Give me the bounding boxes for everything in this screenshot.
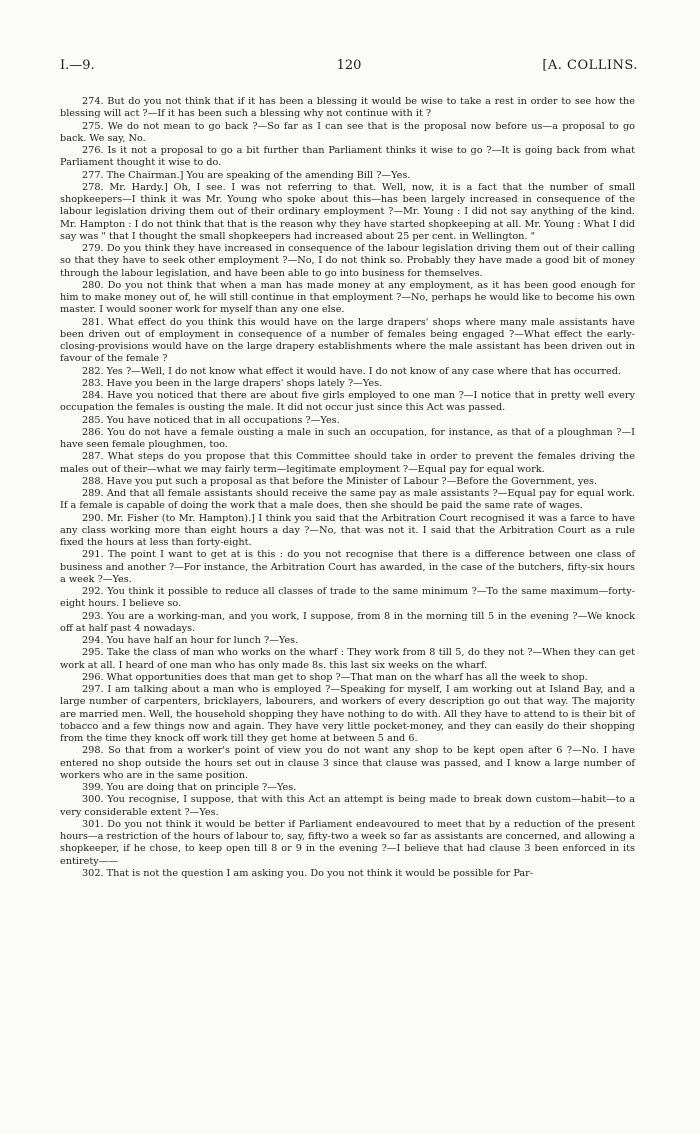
witness-name: [A. COLLINS. [542, 58, 638, 73]
question-301: 301. Do you not think it would be better if Parliament endeavoured to meet that by a reduction of the present hours—a restriction of the hours of labour to, say, fifty-two a week so far as assistants are concerned, and allowing a shopkeeper, if he chose, to keep open till 8 or 9 in the evening ?—I believe that had clause 3 been enforced in its entirety—— [60, 818, 635, 867]
question-399: 399. You are doing that on principle ?—Yes. [82, 782, 297, 793]
page-header [60, 58, 638, 78]
page-number: 120 [336, 58, 362, 73]
question-291: 291. The point I want to get at is this : do you not recognise that there is a difference between one class of business and another ?—For instance, the Arbitration Court has awarded, in the case of the butchers, fifty-six hours a week ?—Yes. [60, 549, 635, 585]
question-288: 288. Have you put such a proposal as that before the Minister of Labour ?—Before the Government, yes. [82, 475, 598, 487]
question-283: 283. Have you been in the large drapers' shops lately ?—Yes. [82, 377, 383, 389]
question-293: 293. You are a working-man, and you work, I suppose, from 8 in the morning till 5 in the evening ?—We knock off at half past 4 nowadays. [60, 610, 635, 634]
question-292: 292. You think it possible to reduce all classes of trade to the same minimum ?—To the same maximum—forty-eight hours. I believe so. [60, 586, 635, 610]
question-302: 302. That is not the question I am asking you. Do you not think it would be possible for Par- [82, 867, 534, 879]
question-284: 284. Have you noticed that there are about five girls employed to one man ?—I notice that in pretty well every occupation the females is ousting the male. It did not occur just since this Act was passed. [60, 390, 635, 414]
question-294: 294. You have half an hour for lunch ?—Yes. [82, 635, 299, 646]
evidence-body [60, 96, 635, 880]
question-274: 274. But do you not think that if it has been a blessing it would be wise to take a rest in order to see how the blessing will act ?—If it has been such a blessing why not continue with it ? [60, 96, 635, 120]
question-278: 278. Mr. Hardy.] Oh, I see. I was not referring to that. Well, now, it is a fact that the number of small shopkeepers—I think it was Mr. Young who spoke about this—has been largely increased in consequence of the labour legislation driving them out of their ordinary employment ?—Mr. Young : I did not say anything of the kind. Mr. Hampton : I do not think that that is the reason why they have started shopkeeping at all. Mr. Young : What I did say was " that I thought the small shopkeepers had increased about 25 per cent. in Wellington. " [60, 181, 635, 242]
question-285: 285. You have noticed that in all occupations ?—Yes. [82, 414, 340, 426]
question-295: 295. Take the class of man who works on the wharf : They work from 8 till 5, do they not ?—When they can get work at all. I heard of one man who has only made 8s. this last six weeks on the wharf. [60, 647, 635, 671]
question-296: 296. What opportunities does that man get to shop ?—That man on the wharf has all the week to shop. [82, 671, 588, 683]
question-280: 280. Do you not think that when a man has made money at any employment, as it has been good enough for him to make money out of, he will still continue in that employment ?—No, perhaps he would like to become his own master. I would sooner work for myself than any one else. [60, 279, 635, 316]
question-277: 277. The Chairman.] You are speaking of the amending Bill ?—Yes. [82, 169, 411, 181]
question-289: 289. And that all female assistants should receive the same pay as male assistants ?—Equal pay for equal work. If a female is capable of doing the work that a male does, then she should be paid the same rate of wages. [60, 488, 635, 512]
question-297: 297. I am talking about a man who is employed ?—Speaking for myself, I am working out at Island Bay, and a large number of carpenters, bricklayers, labourers, and workers of every description go out that way. The majority are married men. Well, the household shopping they have nothing to do with. All they have to attend to is their bit of tobacco and a few things now and again. They have very little pocket-money, and they can easily do their shopping from the time they knock off work till they get home at between 5 and 6. [60, 684, 635, 744]
question-290: 290. Mr. Fisher (to Mr. Hampton).] I think you said that the Arbitration Court recognised it was a farce to have any class working more than eight hours a day ?—No, that was not it. I said that the Arbitration Court as a rule fixed the hours at less than forty-eight. [60, 512, 635, 548]
question-281: 281. What effect do you think this would have on the large drapers' shops where many male assistants have been driven out of employment in consequence of a number of females being engaged ?—What effect the early-closing-provisions would have on the large drapery establishments where the male assistant has been driven out in favour of the female ? [60, 316, 635, 365]
question-287: 287. What steps do you propose that this Committee should take in order to prevent the females driving the males out of their—what we may fairly term—legitimate employment ?—Equal pay for equal work. [60, 451, 635, 475]
question-300: 300. You recognise, I suppose, that with this Act an attempt is being made to break down custom—habit—to a very considerable extent ?—Yes. [60, 794, 635, 818]
question-279: 279. Do you think they have increased in consequence of the labour legislation driving them out of their calling so that they have to seek other employment ?—No, I do not think so. Probably they have made a good bit of money through the labour legislation, and have been able to go into business for themselves. [60, 243, 635, 279]
question-275: 275. We do not mean to go back ?—So far as I can see that is the proposal now before us—a proposal to go back. We say, No. [60, 120, 635, 144]
question-276: 276. Is it not a proposal to go a bit further than Parliament thinks it wise to go ?—It is going back from what Parliament thought it wise to do. [60, 145, 635, 169]
question-298: 298. So that from a worker's point of view you do not want any shop to be kept open after 6 ?—No. I have entered no shop outside the hours set out in clause 3 since that clause was passed, and I know a large number of workers who are in the same position. [60, 745, 635, 781]
question-282: 282. Yes ?—Well, I do not know what effect it would have. I do not know of any case where that has occurred. [82, 365, 621, 377]
question-286: 286. You do not have a female ousting a male in such an occupation, for instance, as that of a ploughman ?—I have seen female ploughmen, too. [60, 426, 635, 450]
parliamentary-paper-ref: I.—9. [60, 58, 95, 73]
